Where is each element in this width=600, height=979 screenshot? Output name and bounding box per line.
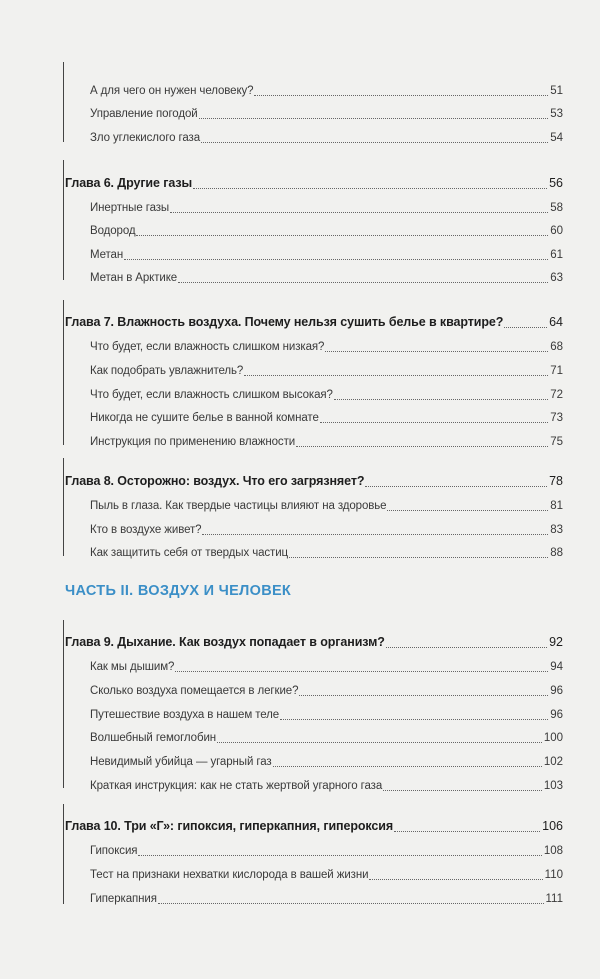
- dot-leader: [394, 831, 540, 832]
- part-heading: ЧАСТЬ II. ВОЗДУХ И ЧЕЛОВЕК: [65, 583, 292, 599]
- toc-section-row: [0, 195, 600, 215]
- dot-leader: [178, 282, 548, 283]
- toc-section-row: [0, 838, 600, 858]
- page-number: 75: [550, 436, 563, 448]
- toc-section-row: [0, 405, 600, 425]
- dot-leader: [202, 534, 548, 535]
- dot-leader: [138, 855, 541, 856]
- toc-section-row: [0, 429, 600, 449]
- page-number: 60: [550, 225, 563, 237]
- chapter-title: Глава 8. Осторожно: воздух. Что его загрязняет?: [65, 474, 365, 488]
- page-number: 58: [550, 202, 563, 214]
- toc-section-row: [0, 749, 600, 769]
- section-title: Тест на признаки нехватки кислорода в вашей жизни: [90, 869, 369, 881]
- toc-chapter-row: [0, 469, 600, 489]
- page-number: 51: [550, 85, 563, 97]
- page-number: 108: [543, 845, 563, 857]
- dot-leader: [296, 446, 548, 447]
- section-title: Что будет, если влажность слишком низкая?: [90, 341, 325, 353]
- dot-leader: [504, 327, 547, 328]
- toc-chapter-row: [0, 171, 600, 191]
- section-title: Никогда не сушите белье в ванной комнате: [90, 412, 319, 424]
- page-number: 96: [550, 709, 563, 721]
- page-number: 73: [550, 412, 563, 424]
- section-rule: [63, 804, 64, 904]
- section-rule: [63, 620, 64, 788]
- section-rule: [63, 458, 64, 556]
- section-title: Невидимый убийца — угарный газ: [90, 756, 272, 768]
- toc-section-row: [0, 358, 600, 378]
- page-number: 100: [543, 732, 563, 744]
- section-title: Метан в Арктике: [90, 272, 178, 284]
- toc-section-row: [0, 242, 600, 262]
- dot-leader: [193, 188, 547, 189]
- dot-leader: [320, 422, 548, 423]
- page-number: 102: [543, 756, 563, 768]
- toc-chapter-row: [0, 310, 600, 330]
- toc-section-row: [0, 654, 600, 674]
- dot-leader: [201, 142, 548, 143]
- section-title: Как защитить себя от твердых частиц: [90, 547, 289, 559]
- section-rule: [63, 300, 64, 445]
- chapter-title: Глава 9. Дыхание. Как воздух попадает в организм?: [65, 635, 385, 649]
- section-title: Управление погодой: [90, 108, 198, 120]
- dot-leader: [365, 486, 547, 487]
- page-number: 61: [550, 249, 563, 261]
- section-title: Краткая инструкция: как не стать жертвой угарного газа: [90, 780, 383, 792]
- section-title: Зло углекислого газа: [90, 132, 201, 144]
- toc-section-row: [0, 773, 600, 793]
- toc-section-row: [0, 862, 600, 882]
- dot-leader: [217, 742, 542, 743]
- toc-section-row: [0, 101, 600, 121]
- page-number: 71: [550, 365, 563, 377]
- page-number: 92: [549, 635, 563, 649]
- dot-leader: [170, 212, 548, 213]
- section-title: Путешествие воздуха в нашем теле: [90, 709, 280, 721]
- page-number: 78: [549, 474, 563, 488]
- dot-leader: [383, 790, 542, 791]
- dot-leader: [273, 766, 542, 767]
- page-number: 111: [545, 893, 563, 905]
- toc-section-row: [0, 493, 600, 513]
- page-number: 83: [550, 524, 563, 536]
- page-number: 88: [550, 547, 563, 559]
- section-title: Инертные газы: [90, 202, 170, 214]
- section-rule: [63, 160, 64, 280]
- page-number: 68: [550, 341, 563, 353]
- section-title: Волшебный гемоглобин: [90, 732, 217, 744]
- dot-leader: [334, 399, 548, 400]
- dot-leader: [136, 235, 548, 236]
- dot-leader: [244, 375, 548, 376]
- section-title: А для чего он нужен человеку?: [90, 85, 254, 97]
- dot-leader: [254, 95, 548, 96]
- toc-section-row: [0, 218, 600, 238]
- toc-section-row: [0, 540, 600, 560]
- section-title: Пыль в глаза. Как твердые частицы влияют на здоровье: [90, 500, 387, 512]
- section-rule: [63, 62, 64, 142]
- page-number: 64: [549, 315, 563, 329]
- page-number: 94: [550, 661, 563, 673]
- page-number: 53: [550, 108, 563, 120]
- chapter-title: Глава 7. Влажность воздуха. Почему нельзя сушить белье в квартире?: [65, 315, 504, 329]
- dot-leader: [369, 879, 542, 880]
- toc-section-row: [0, 517, 600, 537]
- toc-section-row: [0, 265, 600, 285]
- dot-leader: [299, 695, 548, 696]
- toc-chapter-row: [0, 630, 600, 650]
- dot-leader: [289, 557, 548, 558]
- dot-leader: [386, 647, 547, 648]
- dot-leader: [325, 351, 548, 352]
- section-title: Как подобрать увлажнитель?: [90, 365, 244, 377]
- toc-chapter-row: [0, 814, 600, 834]
- toc-section-row: [0, 725, 600, 745]
- toc-section-row: [0, 678, 600, 698]
- dot-leader: [158, 903, 544, 904]
- section-title: Как мы дышим?: [90, 661, 175, 673]
- section-title: Кто в воздухе живет?: [90, 524, 202, 536]
- page-number: 110: [544, 869, 563, 881]
- toc-section-row: [0, 382, 600, 402]
- toc-section-row: [0, 334, 600, 354]
- page-number: 63: [550, 272, 563, 284]
- page-number: 56: [549, 176, 563, 190]
- section-title: Водород: [90, 225, 136, 237]
- toc-section-row: [0, 886, 600, 906]
- dot-leader: [199, 118, 549, 119]
- chapter-title: Глава 10. Три «Г»: гипоксия, гиперкапния, гипероксия: [65, 819, 394, 833]
- section-title: Гипоксия: [90, 845, 138, 857]
- chapter-title: Глава 6. Другие газы: [65, 176, 193, 190]
- toc-section-row: [0, 125, 600, 145]
- section-title: Гиперкапния: [90, 893, 157, 905]
- section-title: Сколько воздуха помещается в легкие?: [90, 685, 299, 697]
- page-number: 72: [550, 389, 563, 401]
- section-title: Инструкция по применению влажности: [90, 436, 296, 448]
- toc-section-row: [0, 78, 600, 98]
- dot-leader: [175, 671, 548, 672]
- page-number: 106: [542, 819, 563, 833]
- page-number: 81: [550, 500, 563, 512]
- dot-leader: [124, 259, 548, 260]
- section-title: Что будет, если влажность слишком высокая?: [90, 389, 333, 401]
- dot-leader: [280, 719, 548, 720]
- page-number: 103: [543, 780, 563, 792]
- dot-leader: [387, 510, 548, 511]
- section-title: Метан: [90, 249, 124, 261]
- page-number: 54: [550, 132, 563, 144]
- page-number: 96: [550, 685, 563, 697]
- toc-section-row: [0, 702, 600, 722]
